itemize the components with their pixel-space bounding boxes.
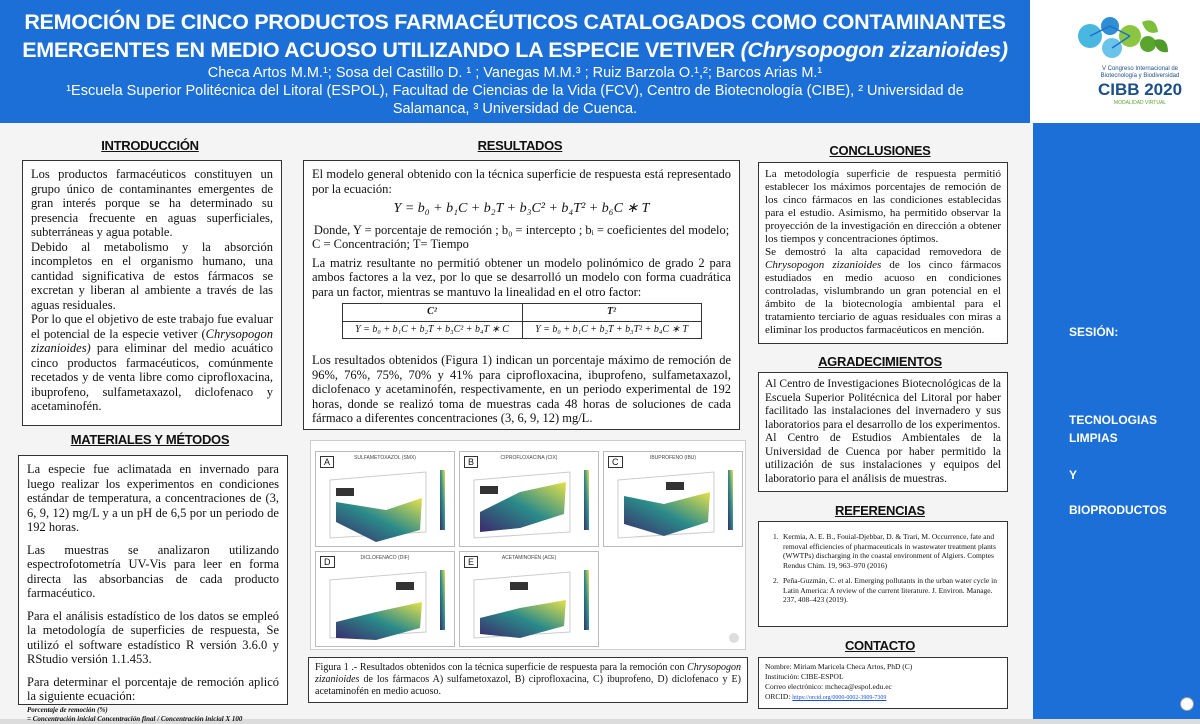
logo-caption-line-1: V Congreso Internacional de xyxy=(1101,66,1179,72)
reference-1 xyxy=(773,532,999,570)
methods-p4: Para determinar el porcentaje de remoción aplicó la siguiente ecuación: xyxy=(27,674,279,703)
surface-plot-b xyxy=(460,452,600,548)
intro-p3-a: Por lo que el objetivo de este trabajo fue evaluar el potencial de la especie vetiver ( xyxy=(31,312,273,341)
contact-institution: Institución: CIBE-ESPOL xyxy=(765,672,844,681)
figure-c-label: C xyxy=(608,456,623,468)
intro-p1: Los productos farmacéuticos constituyen un grupo único de contaminantes emergentes de gran interés porque se ha determinado su presencia frecuente en aguas superficiales, subterráneas y agua potable. xyxy=(31,167,273,239)
figure-e-label: E xyxy=(464,556,478,568)
figure-caption-a: Figura 1 .- Resultados obtenidos con la técnica superficie de respuesta para la remoción con xyxy=(315,662,688,673)
results-title: RESULTADOS xyxy=(477,138,563,153)
acknowledgements-box xyxy=(758,372,1008,492)
affiliation-line-1: ¹Escuela Superior Politécnica del Litoral (ESPOL), Facultad de Ciencias de la Vida (FCV), Centro de Biotecnología (CIBE), ² Universidad de xyxy=(66,83,964,99)
acknowledgements-title: AGRADECIMIENTOS xyxy=(818,354,942,369)
poster-header xyxy=(0,0,1030,123)
results-model-equation: Y = b₀ + b₁C + b₂T + b₃C² + b₄T² + b₆C ∗ T xyxy=(393,201,650,216)
surface-plot-e xyxy=(460,552,600,648)
results-box xyxy=(303,160,740,430)
methods-equation xyxy=(27,706,279,724)
figure-e-title: ACETAMINOFÉN (ACE) xyxy=(501,555,557,561)
results-p2: La matriz resultante no permitió obtener un modelo polinómico de grado 2 para ambos factores a la vez, por lo que se desarrolló un modelo con forma cuadrática para un factor, mientras se mantuvo la linealidad en el otro factor: xyxy=(312,255,731,299)
logo-tagline: MODALIDAD VIRTUAL xyxy=(1113,100,1167,106)
references-box xyxy=(758,521,1008,627)
figure-caption-c: de los fármacos A) sulfametoxazol, B) ciprofloxacina, C) ibuprofeno, D) diclofenaco y E) acetaminofén en medio acuoso. xyxy=(315,674,741,697)
methods-eq-line-2: = Concentración inicial Concentración final / Concentración inicial X 100 xyxy=(27,714,243,723)
orcid-link[interactable]: https://orcid.org/0000-0002-3909-7309 xyxy=(792,695,887,701)
logo-brand: CIBB 2020 xyxy=(1097,80,1183,99)
conclusions-p2 xyxy=(765,246,1001,337)
model-table xyxy=(342,303,702,339)
surface-plot-a xyxy=(316,452,456,548)
figure-c-title: IBUPROFENO (IBU) xyxy=(649,455,697,461)
intro-p3 xyxy=(31,312,273,414)
figure-b-title: CIPROFLOXACINA (CIX) xyxy=(500,455,558,461)
figure-caption xyxy=(308,657,748,703)
model-table-header-t2: T² xyxy=(522,304,701,322)
figure-a-title: SULFAMETOXAZOL (SMX) xyxy=(354,455,416,461)
methods-p2: Las muestras se analizaron utilizando espectrofotometría UV-Vis para leer en forma directa las absorbancias de cada producto farmacéutico. xyxy=(27,542,279,600)
intro-p3-c: para eliminar del medio acuático cinco productos farmacéuticos, comúnmente recetados y de venta libre como ciprofloxacina, ibuprofeno, sulfametaxazol, diclofenaco y acetaminofén. xyxy=(31,341,273,413)
figure-e xyxy=(459,551,599,647)
session-sidebar xyxy=(1033,123,1200,719)
figure-a-label: A xyxy=(320,456,334,468)
figure-b-label: B xyxy=(464,456,478,468)
conclusions-p2-c: de los cinco fármacos estudiados en medio acuoso en condiciones controladas, vislumbrando un gran potencial en el ámbito de la biotecnología ambiental para el tratamiento terciario de aguas residuales con miras a eliminar los productos farmacéuticos en mención. xyxy=(765,259,1001,336)
session-topic-line-1: TECNOLOGIAS xyxy=(1069,413,1158,427)
figure-caption-species: Chrysopogon zizanioides xyxy=(315,662,741,685)
conclusions-p2-species: Chrysopogon zizanioides xyxy=(765,259,882,271)
intro-p3-species: Chrysopogon zizanioides) xyxy=(31,326,273,355)
methods-eq-line-1: Porcentaje de remoción (%) xyxy=(27,705,108,714)
conclusions-p2-a: Se demostró la alta capacidad removedora de xyxy=(765,246,1001,258)
logo-caption-line-2: Biotecnología y Biodiversidad xyxy=(1100,73,1180,79)
reference-1-number: 1. xyxy=(773,532,779,541)
methods-title: MATERIALES Y MÉTODOS xyxy=(70,432,230,447)
session-topic-and: Y xyxy=(1069,468,1078,482)
conclusions-box xyxy=(758,162,1008,344)
methods-p1: La especie fue aclimatada en invernado para luego realizar los experimentos en condiciones estándar de temperatura, a concentraciones de (3, 6, 9, 12) mg/L y a un pH de 6,5 por un periodo de 192 horas. xyxy=(27,462,279,534)
figure-c xyxy=(603,451,743,547)
congress-logo xyxy=(1030,0,1200,123)
figure-d-label: D xyxy=(320,556,335,568)
poster-title xyxy=(0,0,1030,64)
model-table-cell-c2: Y = b₀ + b₁C + b₂T + b₃C² + b₄T ∗ C xyxy=(342,321,522,339)
acknowledgements-p2: Al Centro de Estudios Ambientales de la Universidad de Cuenca por haber permitido la utilización de sus instalaciones y equipos del laboratorio para el análisis de muestras. xyxy=(765,432,1001,485)
figure-dot-icon xyxy=(729,633,739,643)
navigation-icon[interactable] xyxy=(1180,697,1194,711)
reference-2-number: 2. xyxy=(773,576,779,585)
intro-p2: Debido al metabolismo y la absorción incompletos en el organismo humano, una cantidad significativa de estos fármacos se excretan y liberan al ambiente a través de las aguas residuales. xyxy=(31,239,273,312)
methods-box xyxy=(18,455,288,723)
contact-box xyxy=(758,657,1008,709)
reference-1-text: Kermia, A. E. B., Fouial-Djebbar, D. & Trari, M. Occurrence, fate and removal efficiencies of pharmaceuticals in wastewater treatment plants (WWTPs) discharging in the coastal environment of Algiers. Comptes Rendus Chim. 19, 963–970 (2016) xyxy=(783,532,996,570)
title-species: (Chrysopogon zizanioides) xyxy=(740,38,1008,62)
model-table-cell-t2: Y = b₀ + b₁C + b₂T + b₃T² + b₄C ∗ T xyxy=(522,321,701,339)
session-topic-line-2: LIMPIAS xyxy=(1069,431,1118,445)
logo-caption xyxy=(1090,66,1190,80)
surface-plot-d xyxy=(316,552,456,648)
figure-panel xyxy=(310,440,746,650)
figure-a xyxy=(315,451,455,547)
references-title: REFERENCIAS xyxy=(835,503,925,518)
results-p1: El modelo general obtenido con la técnica superficie de respuesta está representado por la ecuación: xyxy=(312,167,731,196)
contact-email[interactable]: Correo electrónico: mcheca@espol.edu.ec xyxy=(765,682,892,691)
methods-p3: Para el análisis estadístico de los datos se empleó la metodología de superficies de respuesta, Se utilizó el software estadístico R versión 3.6.0 y RStudio versión 1.1.453. xyxy=(27,608,279,666)
figure-d-title: DICLOFENACO (DIF) xyxy=(360,555,410,561)
acknowledgements-p1: Al Centro de Investigaciones Biotecnológicas de la Escuela Superior Politécnica del Litoral por haber facilitado las instalaciones del invernadero y sus laboratorios para el desarrollo de los experimentos. xyxy=(765,378,1001,431)
title-line-2 xyxy=(0,36,1030,64)
authors: Checa Artos M.M.¹; Sosa del Castillo D. ¹ ; Vanegas M.M.³ ; Ruiz Barzola O.¹,²; Barcos Arias M.¹ xyxy=(207,65,823,81)
contact-title: CONTACTO xyxy=(844,638,916,653)
session-topic-line-3: BIOPRODUCTOS xyxy=(1069,503,1167,517)
affiliation-line-2: Salamanca, ³ Universidad de Cuenca. xyxy=(392,101,638,117)
results-p3: Los resultados obtenidos (Figura 1) indican un porcentaje máximo de remoción de 96%, 76%, 75%, 70% y 41% para ciprofloxacina, ibuprofeno, sulfametaxazol, diclofenaco y acetaminofén, respectivamente, en un periodo experimental de 192 horas, donde se realizó toma de muestras cada 48 horas de soluciones de cada fármaco a diferentes concentraciones (3, 6, 9, 12) mg/L. xyxy=(312,353,731,425)
conclusions-title: CONCLUSIONES xyxy=(829,143,931,158)
model-table-header-c2: C² xyxy=(342,304,522,322)
contact-orcid xyxy=(765,692,1001,703)
contact-orcid-label: ORCID: xyxy=(765,692,793,701)
results-donde-2: C = Concentración; T= Tiempo xyxy=(312,237,469,251)
intro-title: INTRODUCCIÓN xyxy=(101,138,199,153)
surface-plot-c xyxy=(604,452,744,548)
figure-b xyxy=(459,451,599,547)
title-line-2-text: EMERGENTES EN MEDIO ACUOSO UTILIZANDO LA ESPECIE VETIVER xyxy=(22,38,741,62)
reference-2 xyxy=(773,576,999,605)
results-donde-1: Donde, Y = porcentaje de remoción ; b₀ = intercepto ; bᵢ = coeficientes del modelo; xyxy=(313,222,730,237)
reference-2-text: Peña-Guzmán, C. et al. Emerging pollutants in the urban water cycle in Latin America: A review of the current literature. J. Environ. Manage. 237, 408–423 (2019). xyxy=(783,576,997,604)
intro-box xyxy=(22,160,282,426)
contact-name: Nombre: Miriam Maricela Checa Artos, PhD (C) xyxy=(765,662,913,671)
conclusions-p1: La metodología superficie de respuesta permitió establecer los máximos porcentajes de remoción de los cinco fármacos en las condiciones establecidas para el estudio. Asimismo, ha permitido observar la proyección de la investigación en dirección a obtener los tiempos y concentraciones óptimos. xyxy=(765,168,1001,245)
title-line-1: REMOCIÓN DE CINCO PRODUCTOS FARMACÉUTICOS CATALOGADOS COMO CONTAMINANTES xyxy=(24,10,1006,34)
session-label: SESIÓN: xyxy=(1069,325,1119,339)
figure-d xyxy=(315,551,455,647)
